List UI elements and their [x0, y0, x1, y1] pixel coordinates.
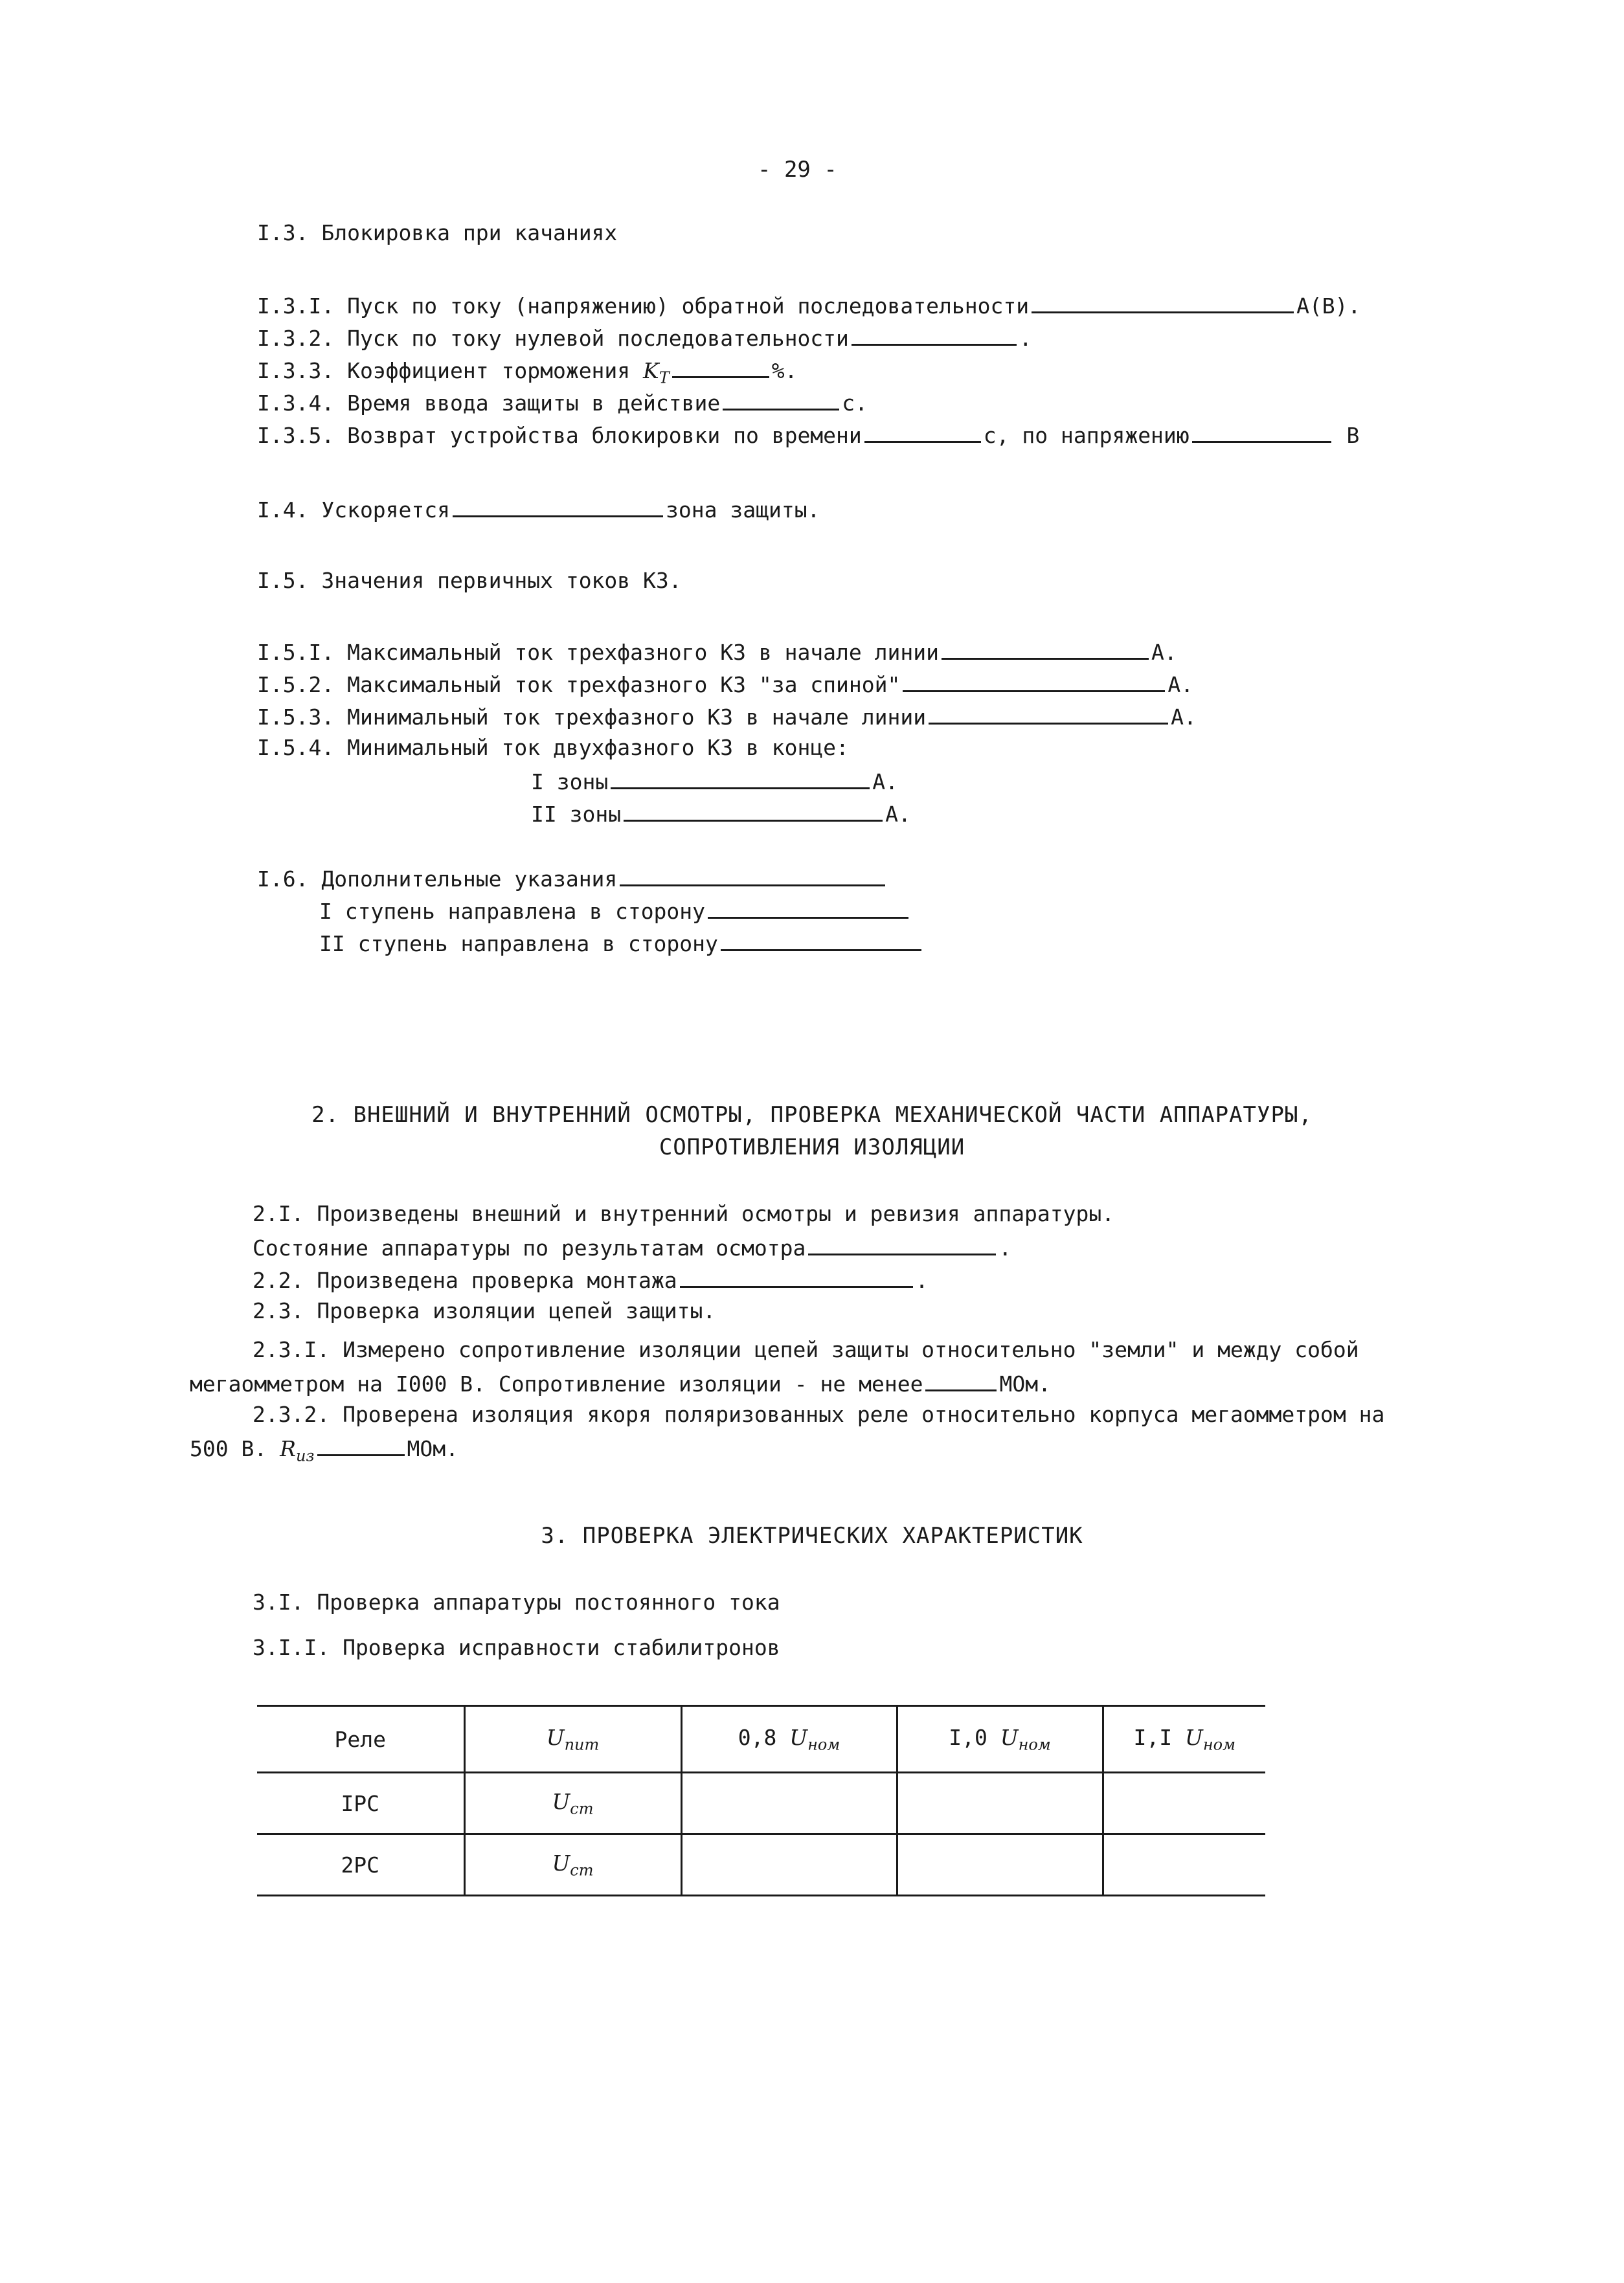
item-1-3-2-label: I.3.2. Пуск по току нулевой последовательности	[257, 326, 849, 351]
item-1-5-1-field[interactable]	[942, 640, 1149, 660]
row-2-cell-1-0[interactable]	[897, 1834, 1103, 1896]
para-2-1-status-label: Состояние аппаратуры по результатам осмотра	[253, 1235, 806, 1261]
item-1-5-2-field[interactable]	[903, 672, 1165, 692]
item-1-3-5	[257, 423, 1359, 446]
item-1-3-5-label: I.3.5. Возврат устройства блокировки по времени	[257, 423, 862, 448]
item-1-5-3-field[interactable]	[929, 704, 1168, 725]
item-1-3-3-unit: %.	[771, 358, 798, 383]
para-2-1: 2.I. Произведены внешний и внутренний осмотры и ревизия аппаратуры.	[253, 1201, 1115, 1226]
item-1-3-4	[257, 390, 868, 414]
para-2-3-1-unit: МОм.	[999, 1371, 1051, 1397]
item-1-3-1-field[interactable]	[1032, 293, 1294, 313]
item-1-3-5-mid: с, по напряжению	[983, 423, 1190, 448]
section-1-6-line-2-label: II ступень направлена в сторону	[319, 931, 718, 956]
section-2-heading-line-2: СОПРОТИВЛЕНИЯ ИЗОЛЯЦИИ	[659, 1134, 965, 1160]
item-1-5-1-unit: А.	[1151, 640, 1177, 665]
para-2-3-2-unit: МОм.	[407, 1436, 458, 1461]
row-1-u-st: $U_{ст}$	[464, 1773, 681, 1834]
row-2-cell-1-1[interactable]	[1103, 1834, 1265, 1896]
para-2-1-status	[253, 1235, 1011, 1259]
para-2-2	[253, 1268, 929, 1291]
item-1-3-4-label: I.3.4. Время ввода защиты в действие	[257, 390, 721, 416]
item-1-5-3-unit: А.	[1171, 704, 1197, 730]
item-1-3-1-label: I.3.I. Пуск по току (напряжению) обратной последовательности	[257, 293, 1030, 319]
section-3-heading: 3. ПРОВЕРКА ЭЛЕКТРИЧЕСКИХ ХАРАКТЕРИСТИК	[541, 1523, 1083, 1549]
para-3-1: 3.I. Проверка аппаратуры постоянного тока	[253, 1590, 780, 1615]
para-2-1-status-unit: .	[998, 1235, 1012, 1261]
header-1-0-u-nom: I,0 $U_{ном}$	[897, 1706, 1103, 1773]
zener-check-table	[257, 1705, 1265, 1896]
para-2-3-2-field[interactable]	[317, 1436, 405, 1456]
zone-2	[531, 802, 911, 825]
item-1-3-5-unit: В	[1346, 423, 1360, 448]
zone-1	[531, 769, 898, 793]
section-1-6-line-2	[319, 931, 924, 954]
table-row	[257, 1834, 1265, 1896]
item-1-3-2-unit: .	[1019, 326, 1032, 351]
section-1-6-line-1-field[interactable]	[708, 899, 908, 919]
symbol-k-sub: T	[659, 368, 670, 387]
zone-1-unit: А.	[872, 769, 898, 794]
item-1-3-3	[257, 358, 797, 386]
section-1-4	[257, 497, 820, 521]
row-2-relay: 2РС	[257, 1834, 464, 1896]
item-1-5-1-label: I.5.I. Максимальный ток трехфазного КЗ в начале линии	[257, 640, 939, 665]
item-1-5-2	[257, 672, 1193, 695]
para-2-3-2-label: 500 В.	[190, 1436, 267, 1461]
row-1-cell-1-0[interactable]	[897, 1773, 1103, 1834]
section-1-4-field[interactable]	[453, 497, 663, 517]
item-1-5-2-unit: А.	[1167, 672, 1194, 697]
item-1-3-5-field-time[interactable]	[864, 423, 981, 443]
section-1-6-field[interactable]	[620, 866, 885, 886]
item-1-3-3-field[interactable]	[672, 358, 769, 378]
item-1-3-2	[257, 326, 1032, 349]
row-2-u-st: $U_{ст}$	[464, 1834, 681, 1896]
section-1-6	[257, 866, 888, 890]
zone-1-field[interactable]	[611, 769, 870, 789]
section-1-5-title: I.5. Значения первичных токов КЗ.	[257, 568, 682, 593]
symbol-r: R	[280, 1436, 296, 1461]
header-relay: Реле	[257, 1706, 464, 1773]
item-1-3-5-field-voltage[interactable]	[1192, 423, 1331, 443]
item-1-3-4-unit: с.	[842, 390, 868, 416]
para-2-1-status-field[interactable]	[808, 1235, 996, 1255]
para-2-2-unit: .	[915, 1268, 929, 1293]
table-header-row	[257, 1706, 1265, 1773]
section-2-heading-line-1: 2. ВНЕШНИЙ И ВНУТРЕННИЙ ОСМОТРЫ, ПРОВЕРКА МЕХАНИЧЕСКОЙ ЧАСТИ АППАРАТУРЫ,	[311, 1102, 1313, 1128]
table-row	[257, 1773, 1265, 1834]
para-2-3-2-line-1: 2.3.2. Проверена изоляция якоря поляризованных реле относительно корпуса мегаомметром на	[253, 1402, 1385, 1427]
para-2-2-field[interactable]	[680, 1268, 913, 1288]
para-2-3-2-line-2	[190, 1436, 458, 1464]
row-1-cell-0-8[interactable]	[681, 1773, 897, 1834]
header-1-1-u-nom: I,I $U_{ном}$	[1103, 1706, 1265, 1773]
item-1-5-3-label: I.5.3. Минимальный ток трехфазного КЗ в начале линии	[257, 704, 927, 730]
header-u-pit: $U_{пит}$	[464, 1706, 681, 1773]
zone-2-field[interactable]	[624, 802, 883, 822]
para-3-1-1: 3.I.I. Проверка исправности стабилитронов	[253, 1635, 780, 1660]
section-1-6-label: I.6. Дополнительные указания	[257, 866, 618, 892]
para-2-3-1-line-1: 2.3.I. Измерено сопротивление изоляции цепей защиты относительно "земли" и между собой	[253, 1337, 1359, 1362]
item-1-5-3	[257, 704, 1197, 728]
section-1-4-label: I.4. Ускоряется	[257, 497, 451, 523]
section-1-3-title: I.3. Блокировка при качаниях	[257, 220, 618, 245]
header-0-8-u-nom: 0,8 $U_{ном}$	[681, 1706, 897, 1773]
section-1-6-line-1-label: I ступень направлена в сторону	[319, 899, 706, 924]
row-2-cell-0-8[interactable]	[681, 1834, 897, 1896]
item-1-5-4: I.5.4. Минимальный ток двухфазного КЗ в конце:	[257, 735, 849, 760]
row-1-relay: IРС	[257, 1773, 464, 1834]
row-1-cell-1-1[interactable]	[1103, 1773, 1265, 1834]
section-1-6-line-2-field[interactable]	[721, 931, 921, 951]
item-1-5-2-label: I.5.2. Максимальный ток трехфазного КЗ "за спиной"	[257, 672, 901, 697]
symbol-k: K	[643, 358, 659, 383]
item-1-3-3-label: I.3.3. Коэффициент торможения	[257, 358, 631, 383]
para-2-3: 2.3. Проверка изоляции цепей защиты.	[253, 1298, 716, 1323]
item-1-5-1	[257, 640, 1177, 663]
item-1-3-2-field[interactable]	[851, 326, 1017, 346]
item-1-3-4-field[interactable]	[723, 390, 839, 410]
zone-1-label: I зоны	[531, 769, 609, 794]
item-1-3-1	[257, 293, 1360, 317]
para-2-2-label: 2.2. Произведена проверка монтажа	[253, 1268, 677, 1293]
symbol-r-sub: из	[295, 1446, 315, 1465]
page-number: - 29 -	[758, 157, 837, 183]
para-2-3-1-line-2	[190, 1371, 1051, 1395]
item-1-3-1-unit: А(В).	[1296, 293, 1361, 319]
zone-2-label: II зоны	[531, 802, 622, 827]
section-1-6-line-1	[319, 899, 911, 922]
section-1-4-tail: зона защиты.	[666, 497, 820, 523]
para-2-3-1-label: мегаомметром на I000 В. Сопротивление изоляции - не менее	[190, 1371, 923, 1397]
zone-2-unit: А.	[885, 802, 911, 827]
para-2-3-1-field[interactable]	[925, 1371, 997, 1391]
